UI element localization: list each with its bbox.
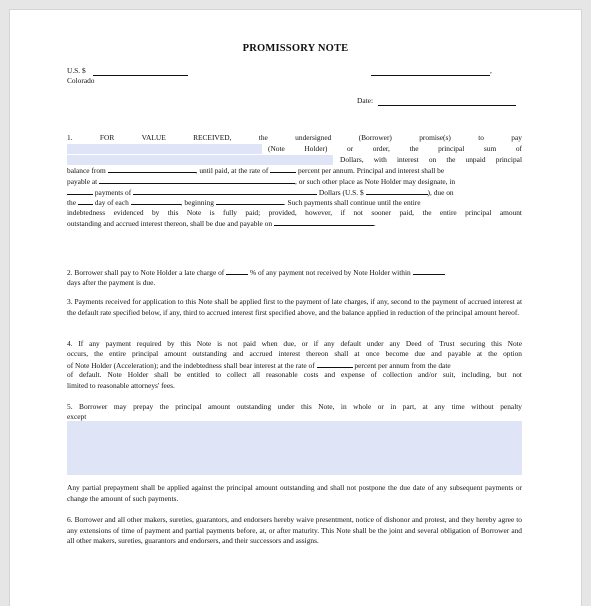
comma-text: , (490, 66, 492, 75)
para1-word: FOR (99, 133, 115, 142)
para1-text: , beginning (180, 198, 214, 207)
para1-text: ), due on (427, 188, 454, 197)
default-rate-blank[interactable] (317, 360, 353, 368)
para4-text: percent per annum from the date (354, 361, 451, 370)
date-label: Date: (357, 96, 374, 105)
para1-text: Dollars (U.S. $ (318, 188, 364, 197)
para1-text: . (373, 219, 376, 228)
para1-text: the (67, 198, 77, 207)
para1-line3: Dollars, with interest on the unpaid principal (340, 155, 522, 164)
document-page (10, 10, 581, 606)
payment-amount-blank[interactable] (366, 187, 428, 195)
prepayment-exceptions-field[interactable] (67, 421, 522, 475)
para4-line4: of default. Note Holder shall be entitled to collect all reasonable costs and expense of collection and/or suit, including, but not (67, 370, 522, 379)
para2-line2: days after the payment is due. (67, 278, 156, 287)
para1-text: , until paid, at the rate of (195, 166, 269, 175)
period-blank[interactable] (131, 197, 181, 205)
para3-text: 3. Payments received for application to this Note shall be applied first to the payment of late charges, if any, second to the payment of accrued interest at the default rate specified below, if any, third to accrued interest first specified above, and the balance applied in reduction of the principal amount hereof. (67, 297, 522, 317)
para1-word: undersigned (295, 133, 332, 142)
para4-line1: 4. If any payment required by this Note is not paid when due, or if any default under any Deed of Trust securing this Note (67, 339, 522, 348)
para5-line2: except (67, 412, 87, 421)
para1-word: to (478, 133, 484, 142)
para1-word: of (515, 144, 522, 153)
para1-word: VALUE (141, 133, 166, 142)
us-dollar-label: U.S. $ (67, 66, 86, 75)
para5-after-text: Any partial prepayment shall be applied against the principal amount outstanding and shall not postpone the due date of any subsequent payments or change the amount of such payments. (67, 483, 522, 503)
para1-line7 (67, 197, 421, 209)
para1-text: balance from (67, 166, 106, 175)
para1-word: (Note (268, 144, 285, 153)
para1-text: day of each (94, 198, 129, 207)
late-charge-percent-blank[interactable] (226, 267, 248, 275)
state-label: Colorado (67, 76, 95, 85)
due-date-blank[interactable] (274, 218, 374, 226)
payable-at-blank[interactable] (99, 176, 295, 184)
para2-text: 2. Borrower shall pay to Note Holder a late charge of (67, 268, 225, 277)
para1-text: payable at (67, 177, 98, 186)
us-amount-blank[interactable] (93, 68, 188, 76)
principal-words-field[interactable] (67, 155, 333, 165)
beginning-date-blank[interactable] (216, 197, 284, 205)
para1-text: payments of (94, 188, 132, 197)
para1-number: 1. (67, 133, 73, 142)
interest-rate-blank[interactable] (270, 165, 296, 173)
para1-text: outstanding and accrued interest thereon, shall be due and payable on (67, 219, 273, 228)
para1-text: , or such other place as Note Holder may designate, in (295, 177, 456, 186)
payment-count-blank[interactable] (67, 187, 93, 195)
para1-word: promise(s) (419, 133, 451, 142)
late-days-blank[interactable] (413, 267, 445, 275)
para2-line1 (67, 267, 445, 279)
para1-line8: indebtedness evidenced by this Note is fully paid; provided, however, if not sooner paid, the entire principal amount (67, 208, 522, 217)
para1-line2 (268, 144, 522, 155)
para4-text: of Note Holder (Acceleration); and the indebtedness shall bear interest at the rate of (67, 361, 315, 370)
para1-line4 (67, 165, 444, 177)
para1-word: order, (372, 144, 390, 153)
para1-word: the (258, 133, 268, 142)
para1-line9 (67, 218, 376, 230)
para1-word: RECEIVED, (193, 133, 232, 142)
para6-text: 6. Borrower and all other makers, sureties, guarantors, and endorsers hereby waive presentment, notice of dishonor and protest, and they hereby agree to any extensions of time of payment and partial payments before, at, or after maturity. This Note shall be the joint and several obligation of Borrower and all other makers, sureties, guarantors and endorsers, and their successors and assigns. (67, 515, 522, 546)
para1-line5 (67, 176, 455, 188)
para1-word: sum (483, 144, 497, 153)
day-blank[interactable] (78, 197, 93, 205)
para1-word: or (346, 144, 354, 153)
para1-word: Holder) (304, 144, 328, 153)
balance-from-blank[interactable] (108, 165, 196, 173)
payee-field[interactable] (67, 144, 262, 154)
para5-line1: 5. Borrower may prepay the principal amount outstanding under this Note, in whole or in part, at any time without penalty (67, 402, 522, 411)
para1-text: percent per annum. Principal and interest shall be (298, 166, 445, 175)
para1-line1 (67, 133, 522, 144)
city-blank[interactable] (371, 68, 490, 76)
para1-word: pay (511, 133, 522, 142)
payment-words-blank[interactable] (133, 187, 317, 195)
para1-word: the (409, 144, 419, 153)
para4-line5: limited to reasonable attorneys' fees. (67, 381, 175, 390)
page-title: PROMISSORY NOTE (242, 43, 349, 54)
para2-text: % of any payment not received by Note Holder within (250, 268, 411, 277)
para1-text: . Such payments shall continue until the entire (283, 198, 421, 207)
date-blank[interactable] (378, 98, 516, 106)
para1-word: principal (438, 144, 465, 153)
para4-line2: occurs, the entire principal amount outstanding and accrued interest thereon shall at once become due and payable at the option (67, 349, 522, 358)
para1-word: (Borrower) (358, 133, 392, 142)
